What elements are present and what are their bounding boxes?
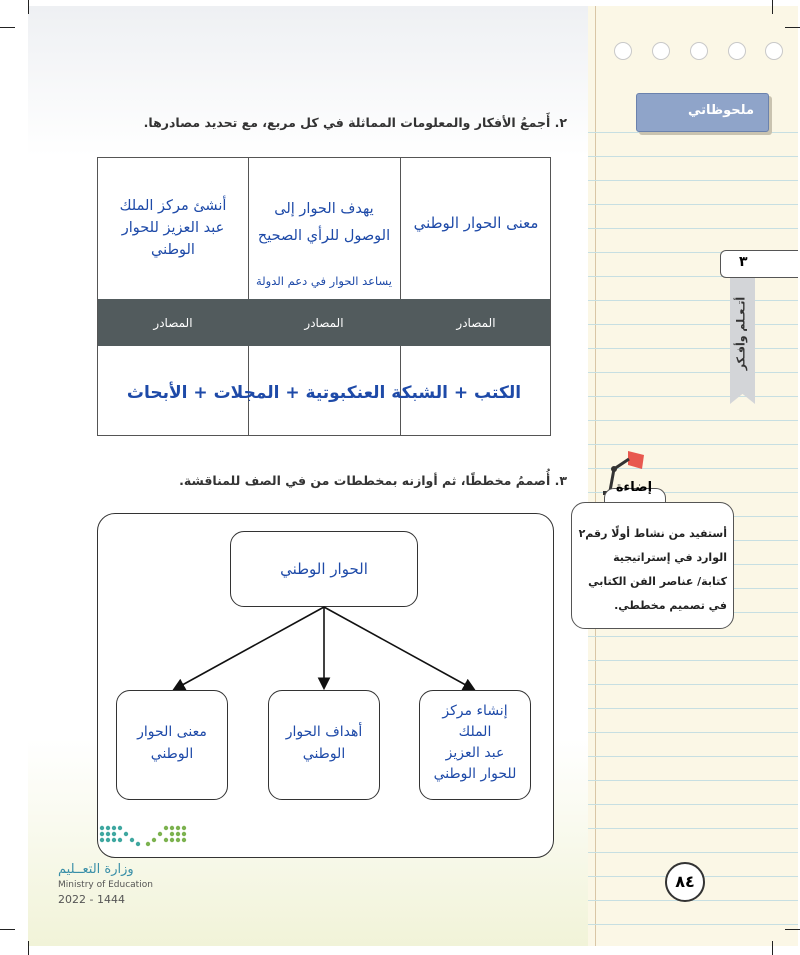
notes-tab (636, 93, 769, 132)
diagram-node-meaning (116, 690, 228, 800)
sources-label: المصادر (456, 316, 496, 330)
cell-line: عبد العزيز للحوار (121, 220, 225, 236)
diagram-node-center (419, 690, 531, 800)
notes-label: ملحوظاتي (687, 103, 754, 118)
tip-line: في تصميم مخططي. (614, 599, 727, 612)
sources-label: المصادر (304, 316, 344, 330)
cell-line: معنى الحوار الوطني (413, 214, 539, 232)
node-line: إنشاء مركز (442, 703, 508, 719)
cell-line: الوطني (151, 242, 195, 258)
chapter-marker (720, 250, 798, 278)
question-3-text: ٣. أُصممُ مخططًا، ثم أوازنه بمخططات من في الصف للمناقشة. (179, 473, 567, 488)
edition-year: 2022 - 1444 (58, 893, 125, 906)
cell-line: الوصول للرأي الصحيح (257, 228, 391, 244)
node-line: الملك (458, 724, 492, 740)
table-cell-goals-extra: يساعد الحوار في دعم الدولة (256, 274, 392, 288)
ministry-english: Ministry of Education (58, 880, 153, 890)
diagram-node-goals (268, 690, 380, 800)
cell-line: يهدف الحوار إلى (274, 201, 374, 217)
chapter-number: ٣ (739, 254, 748, 270)
cell-line: أنشئ مركز الملك (119, 198, 227, 214)
sources-answer: الكتب + الشبكة العنكبوتية + المجلات + الأبحاث (126, 383, 522, 403)
ministry-logo-icon (98, 822, 190, 854)
tip-title: إضاءة (615, 480, 653, 495)
node-line: للحوار الوطني (433, 766, 517, 782)
node-line: الوطني (150, 746, 194, 762)
page-number: ٨٤ (665, 862, 705, 902)
tip-line: أستفيد من نشاط أولًا رقم٢ (578, 527, 727, 540)
node-line: أهداف الحوار (285, 724, 363, 740)
tip-line: كتابة/ عناصر الفن الكتابي (588, 575, 727, 588)
tip-text (575, 522, 727, 618)
arrow-to-meaning (175, 607, 324, 689)
ribbon-text: أتـعـلم وأفـكر (734, 296, 748, 371)
sources-label: المصادر (153, 316, 193, 330)
node-line: الوطني (302, 746, 346, 762)
question-2-text: ٢. أَجمعُ الأفكار والمعلومات المماثلة في كل مربع، مع تحديد مصادرها. (143, 115, 567, 130)
node-line: عبد العزيز (445, 745, 505, 761)
diagram-root-node: الحوار الوطني (230, 531, 418, 607)
tip-line: الوارد في إستراتيجية (613, 551, 727, 564)
ministry-arabic: وزارة التعــليم (58, 862, 134, 877)
node-line: معنى الحوار (137, 724, 207, 740)
arrow-to-center (324, 607, 473, 689)
